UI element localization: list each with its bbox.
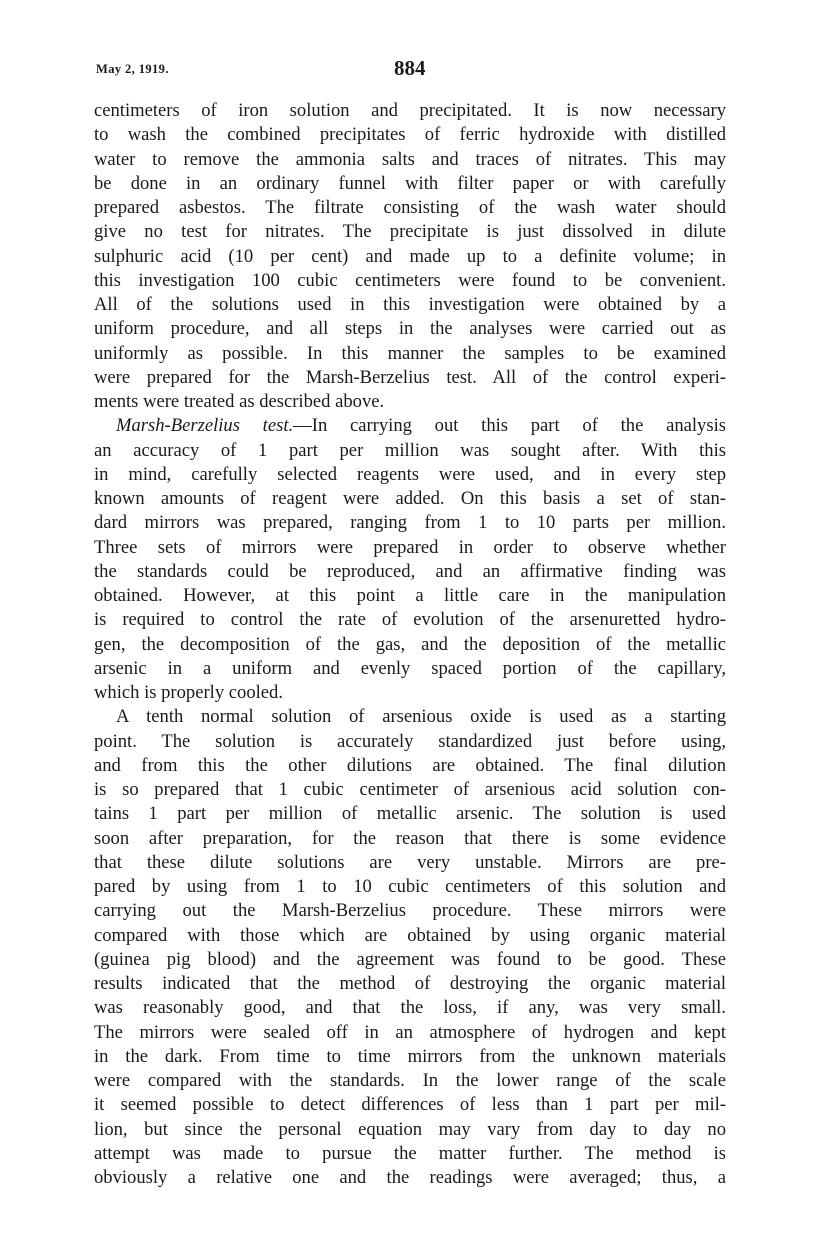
header-date: May 2, 1919. xyxy=(96,62,169,76)
text-line: sulphuric acid (10 per cent) and made up to a definite volume; in xyxy=(94,245,726,267)
text-line: (guinea pig blood) and the agreement was found to be good. These xyxy=(94,948,726,970)
text-line: that these dilute solutions are very unstable. Mirrors are pre- xyxy=(94,851,726,873)
text-line-paragraph-end: which is properly cooled. xyxy=(94,682,283,703)
text-line-paragraph-end: ments were treated as described above. xyxy=(94,391,385,412)
section-heading-marsh-berzelius: Marsh-Berzelius test. xyxy=(116,415,294,437)
text-line: this investigation 100 cubic centimeters were found to be convenient. xyxy=(94,269,726,291)
text-line: in the dark. From time to time mirrors from the unknown materials xyxy=(94,1045,726,1067)
text-line: prepared asbestos. The filtrate consisting of the wash water should xyxy=(94,197,726,218)
page-number: 884 xyxy=(394,56,426,80)
text-line: give no test for nitrates. The precipitate is just dissolved in dilute xyxy=(94,221,726,243)
text-line: carrying out the Marsh-Berzelius procedure. These mirrors were xyxy=(94,900,726,922)
text-line: the standards could be reproduced, and an affirmative finding was xyxy=(94,560,726,582)
text-line: results indicated that the method of destroying the organic material xyxy=(94,973,726,994)
text-line: The mirrors were sealed off in an atmosphere of hydrogen and kept xyxy=(94,1021,726,1043)
text-line: compared with those which are obtained by using organic material xyxy=(94,924,726,946)
text-line: arsenic in a uniform and evenly spaced portion of the capillary, xyxy=(94,657,726,679)
text-line: uniform procedure, and all steps in the analyses were carried out as xyxy=(94,318,726,340)
text-line: All of the solutions used in this investigation were obtained by a xyxy=(94,294,726,315)
text-line: soon after preparation, for the reason that there is some evidence xyxy=(94,827,726,849)
text-line: in mind, carefully selected reagents were used, and in every step xyxy=(94,463,726,485)
text-line: was reasonably good, and that the loss, if any, was very small. xyxy=(94,997,726,1019)
page-header xyxy=(96,58,726,82)
text-line-rest: —In carrying out this part of the analysis xyxy=(293,415,726,437)
text-line: were compared with the standards. In the lower range of the scale xyxy=(94,1070,726,1091)
body-text xyxy=(94,99,726,1190)
text-line: obtained. However, at this point a little care in the manipulation xyxy=(94,585,726,606)
text-line: known amounts of reagent were added. On this basis a set of stan- xyxy=(94,488,726,509)
text-line: pared by using from 1 to 10 cubic centimeters of this solution and xyxy=(94,876,726,897)
text-line-paragraph-start: A tenth normal solution of arsenious oxide is used as a starting xyxy=(116,706,726,728)
text-line: obviously a relative one and the readings were averaged; thus, a xyxy=(94,1167,726,1188)
text-line: is required to control the rate of evolution of the arsenuretted hydro- xyxy=(94,609,726,631)
text-line: an accuracy of 1 part per million was sought after. With this xyxy=(94,439,726,461)
text-line: point. The solution is accurately standardized just before using, xyxy=(94,730,726,752)
text-line: tains 1 part per million of metallic arsenic. The solution is used xyxy=(94,803,726,825)
text-line: Three sets of mirrors were prepared in order to observe whether xyxy=(94,536,726,558)
text-line: water to remove the ammonia salts and traces of nitrates. This may xyxy=(94,148,726,170)
text-line: lion, but since the personal equation may vary from day to day no xyxy=(94,1118,726,1140)
text-line: dard mirrors was prepared, ranging from 1 to 10 parts per million. xyxy=(94,512,726,534)
text-line: were prepared for the Marsh-Berzelius test. All of the control experi- xyxy=(94,366,726,388)
text-line: be done in an ordinary funnel with filter paper or with carefully xyxy=(94,172,726,194)
text-line: uniformly as possible. In this manner the samples to be examined xyxy=(94,342,726,364)
text-line: gen, the decomposition of the gas, and the deposition of the metallic xyxy=(94,633,726,655)
text-line: it seemed possible to detect differences of less than 1 part per mil- xyxy=(94,1094,726,1116)
text-line: attempt was made to pursue the matter further. The method is xyxy=(94,1142,726,1164)
text-line: centimeters of iron solution and precipitated. It is now necessary xyxy=(94,100,726,121)
text-line: is so prepared that 1 cubic centimeter of arsenious acid solution con- xyxy=(94,779,726,800)
marsh-berzelius-paragraph-start xyxy=(94,414,726,438)
text-line: and from this the other dilutions are obtained. The final dilution xyxy=(94,754,726,776)
text-line: to wash the combined precipitates of ferric hydroxide with distilled xyxy=(94,124,726,146)
